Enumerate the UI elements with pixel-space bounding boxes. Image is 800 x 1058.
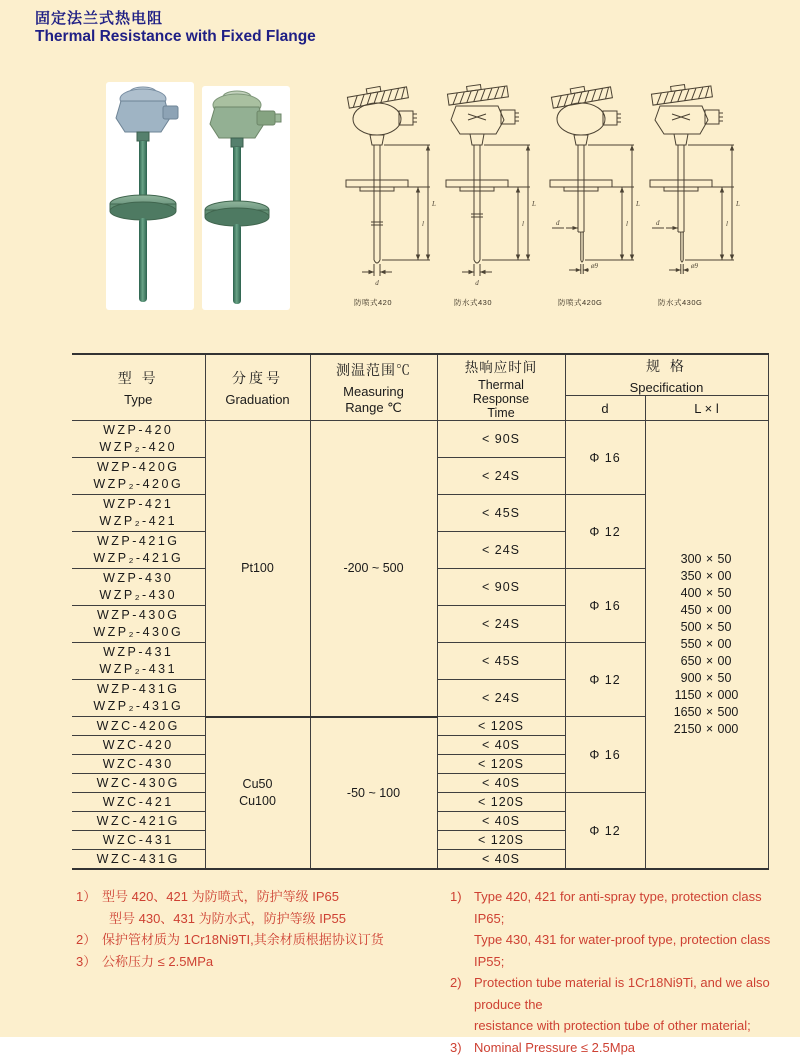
- response-cell: < 40S: [437, 736, 565, 755]
- note-number: 3）: [76, 951, 102, 973]
- note-line: Type 430, 431 for water-proof type, protection class IP55;: [474, 929, 795, 972]
- note-line: 型号 420、421 为防喷式，防护等级 IP65: [102, 886, 448, 908]
- dim-label-L: L: [735, 200, 740, 208]
- dim-label-d: d: [475, 279, 479, 287]
- dim-label-l: l: [726, 220, 728, 228]
- note-number: 1）: [76, 886, 102, 929]
- d-cell: Φ 16: [565, 421, 645, 495]
- tech-drawing-430G: [642, 84, 742, 308]
- d-cell: Φ 16: [565, 569, 645, 643]
- note-item: [450, 886, 795, 972]
- response-cell: < 120S: [437, 831, 565, 850]
- type-cell: WZP-421 WZP₂-421: [72, 495, 205, 532]
- type-cell: WZP-430G WZP₂-430G: [72, 606, 205, 643]
- type-cell: WZP-430 WZP₂-430: [72, 569, 205, 606]
- type-cell: WZC-421: [72, 793, 205, 812]
- note-number: 3): [450, 1037, 474, 1058]
- type-cell: WZP-420 WZP₂-420: [72, 421, 205, 458]
- dim-label-L: L: [431, 200, 436, 208]
- drawing-caption: 防水式430: [438, 297, 538, 308]
- response-cell: < 120S: [437, 755, 565, 774]
- note-number: 1): [450, 886, 474, 972]
- type-cell: WZC-430: [72, 755, 205, 774]
- response-cell: < 40S: [437, 774, 565, 793]
- response-cell: < 40S: [437, 850, 565, 870]
- note-number: 2）: [76, 929, 102, 951]
- graduation-cell: Cu50 Cu100: [205, 717, 310, 870]
- dim-label-d: d: [375, 279, 379, 287]
- page-title-en: Thermal Resistance with Fixed Flange: [35, 28, 316, 46]
- type-cell: WZP-421G WZP₂-421G: [72, 532, 205, 569]
- response-cell: < 120S: [437, 793, 565, 812]
- dim-label-l: l: [626, 220, 628, 228]
- response-cell: < 45S: [437, 643, 565, 680]
- note-number: 2): [450, 972, 474, 1037]
- response-cell: < 24S: [437, 606, 565, 643]
- response-cell: < 24S: [437, 458, 565, 495]
- dim-label-d: d: [556, 219, 560, 227]
- col-header-lxl: L × l: [645, 396, 768, 421]
- type-cell: WZP-420G WZP₂-420G: [72, 458, 205, 495]
- note-line: 型号 430、431 为防水式，防护等级 IP55: [102, 908, 448, 930]
- product-photo-1: [106, 82, 194, 310]
- col-header-response: 热响应时间 Thermal Response Time: [437, 354, 565, 421]
- note-item: [76, 929, 448, 951]
- dim-label-d: d: [656, 219, 660, 227]
- note-line: 公称压力 ≤ 2.5MPa: [102, 951, 448, 973]
- graduation-cell: Pt100: [205, 421, 310, 717]
- drawing-caption: 防喷式420: [338, 297, 438, 308]
- dim-label-phi9: ø9: [590, 262, 599, 270]
- d-cell: Φ 12: [565, 793, 645, 870]
- response-cell: < 24S: [437, 532, 565, 569]
- type-cell: WZP-431G WZP₂-431G: [72, 680, 205, 717]
- type-cell: WZC-431G: [72, 850, 205, 870]
- range-cell: -50 ~ 100: [310, 717, 437, 870]
- note-item: [76, 951, 448, 973]
- type-cell: WZC-431: [72, 831, 205, 850]
- response-cell: < 45S: [437, 495, 565, 532]
- drawing-caption: 防水式430G: [642, 297, 742, 308]
- d-cell: Φ 12: [565, 495, 645, 569]
- dim-label-L: L: [531, 200, 536, 208]
- dim-label-l: l: [422, 220, 424, 228]
- dim-label-l: l: [522, 220, 524, 228]
- type-cell: WZP-431 WZP₂-431: [72, 643, 205, 680]
- drawing-caption: 防喷式420G: [542, 297, 642, 308]
- col-header-type: 型 号 Type: [72, 354, 205, 421]
- response-cell: < 24S: [437, 680, 565, 717]
- lxl-cell: 300 × 50 350 × 00 400 × 50 450 × 00 500 × 50 550 × 00 650 × 00 900 × 50 1150 × 000 1650 × 500 2150 × 000: [645, 421, 768, 870]
- notes-zh: [76, 886, 448, 972]
- notes-en: [450, 886, 795, 1058]
- d-cell: Φ 12: [565, 643, 645, 717]
- note-line: Protection tube material is 1Cr18Ni9Ti, and we also produce the: [474, 972, 795, 1015]
- note-line: Type 420, 421 for anti-spray type, protection class IP65;: [474, 886, 795, 929]
- d-cell: Φ 16: [565, 717, 645, 793]
- page-title-zh: 固定法兰式热电阻: [35, 7, 163, 28]
- type-cell: WZC-420G: [72, 717, 205, 736]
- response-cell: < 90S: [437, 569, 565, 606]
- product-photo-2: [202, 86, 290, 310]
- response-cell: < 120S: [437, 717, 565, 736]
- spec-table: [72, 353, 769, 870]
- tech-drawing-420: [338, 84, 438, 308]
- response-cell: < 40S: [437, 812, 565, 831]
- type-cell: WZC-430G: [72, 774, 205, 793]
- dim-label-phi9: ø9: [690, 262, 699, 270]
- col-header-specification: 规 格 Specification: [565, 354, 768, 396]
- note-line: Nominal Pressure ≤ 2.5Mpa: [474, 1037, 795, 1058]
- type-cell: WZC-421G: [72, 812, 205, 831]
- col-header-graduation: 分度号 Graduation: [205, 354, 310, 421]
- range-cell: -200 ~ 500: [310, 421, 437, 717]
- col-header-range: 测温范围℃ Measuring Range ℃: [310, 354, 437, 421]
- note-item: [450, 972, 795, 1037]
- tech-drawing-420G: [542, 84, 642, 308]
- response-cell: < 90S: [437, 421, 565, 458]
- dim-label-L: L: [635, 200, 640, 208]
- type-cell: WZC-420: [72, 736, 205, 755]
- tech-drawing-430: [438, 84, 538, 308]
- note-line: resistance with protection tube of other material;: [474, 1015, 795, 1037]
- note-item: [76, 886, 448, 929]
- note-line: 保护管材质为 1Cr18Ni9TI,其余材质根据协议订货: [102, 929, 448, 951]
- note-item: [450, 1037, 795, 1058]
- col-header-d: d: [565, 396, 645, 421]
